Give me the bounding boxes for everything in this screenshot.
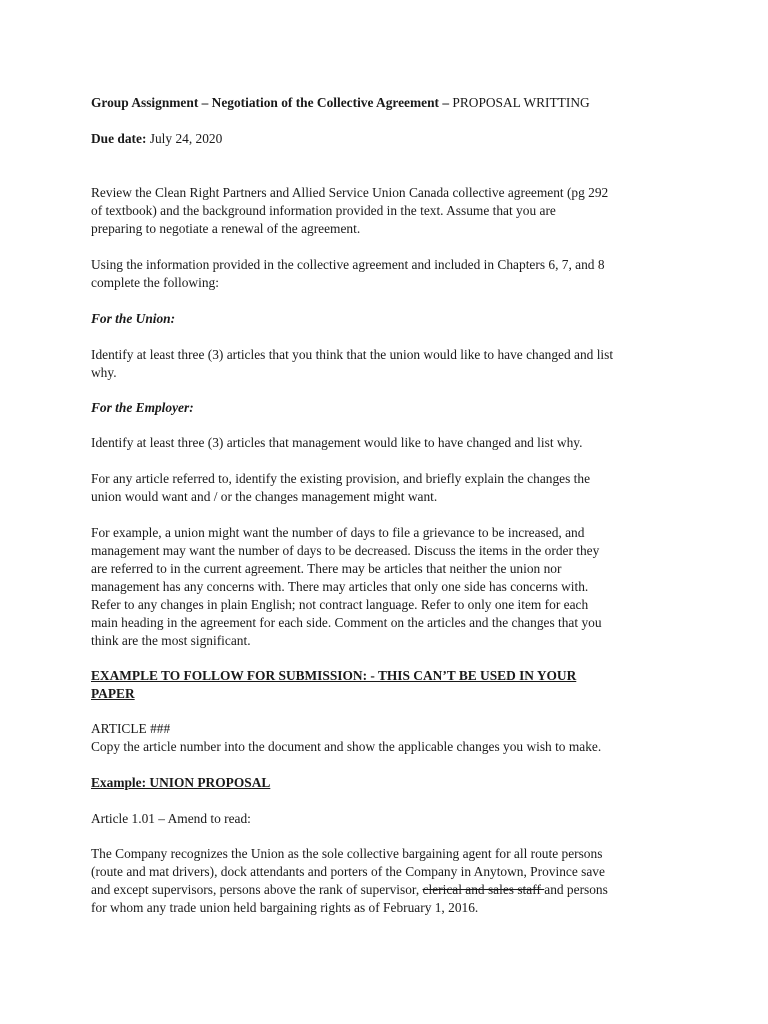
instructions-paragraph <box>91 256 691 292</box>
assignment-title <box>91 94 691 112</box>
submission-heading-line-1: EXAMPLE TO FOLLOW FOR SUBMISSION: - THIS CAN’T BE USED IN YOUR <box>91 668 577 683</box>
company-clause <box>91 845 691 917</box>
article-label: ARTICLE ### <box>91 721 171 736</box>
company-clause-line-3 <box>91 881 691 899</box>
due-date-label: Due date: <box>91 131 147 146</box>
example-heading: Example: UNION PROPOSAL <box>91 775 271 790</box>
employer-paragraph: Identify at least three (3) articles that management would like to have changed and list why. <box>91 435 583 450</box>
example-note-line-6: main heading in the agreement for each side. Comment on the articles and the changes that you <box>91 615 602 630</box>
example-note-line-3: are referred to in the current agreement. There may be articles that neither the union nor <box>91 561 562 576</box>
due-date-value: July 24, 2020 <box>146 131 223 146</box>
assignment-title-tail: PROPOSAL WRITTING <box>449 95 590 110</box>
clause-text-after: and persons <box>544 882 608 897</box>
article-note-line-1: For any article referred to, identify the existing provision, and briefly explain the changes the <box>91 471 591 486</box>
company-clause-line-2: (route and mat drivers), dock attendants and porters of the Company in Anytown, Province save <box>91 864 605 879</box>
instructions-line-1: Using the information provided in the collective agreement and included in Chapters 6, 7, and 8 <box>91 257 605 272</box>
submission-heading <box>91 667 691 703</box>
amend-line: Article 1.01 – Amend to read: <box>91 811 251 826</box>
assignment-title-lead: Group Assignment – Negotiation of the Collective Agreement – <box>91 95 450 110</box>
article-instruction: Copy the article number into the document and show the applicable changes you wish to make. <box>91 739 602 754</box>
article-note-line-2: union would want and / or the changes management might want. <box>91 489 438 504</box>
article-note-paragraph <box>91 470 691 506</box>
clause-text-before: and except supervisors, persons above the rank of supervisor, <box>91 882 423 897</box>
example-note-line-2: management may want the number of days to be decreased. Discuss the items in the order they <box>91 543 600 558</box>
union-heading: For the Union: <box>91 311 176 326</box>
union-line-1: Identify at least three (3) articles that you think that the union would like to have changed and list <box>91 347 614 362</box>
struck-text: clerical and sales staff <box>422 882 545 897</box>
submission-heading-line-2: PAPER <box>91 686 135 701</box>
instructions-line-2: complete the following: <box>91 275 219 290</box>
company-clause-line-4: for whom any trade union held bargaining rights as of February 1, 2016. <box>91 900 479 915</box>
employer-heading: For the Employer: <box>91 400 194 415</box>
example-note-line-5: Refer to any changes in plain English; not contract language. Refer to only one item for each <box>91 597 589 612</box>
example-note-line-4: management has any concerns with. There may articles that only one side has concerns with. <box>91 579 589 594</box>
union-line-2: why. <box>91 365 117 380</box>
article-block <box>91 720 691 756</box>
due-date <box>91 130 691 148</box>
example-note-paragraph <box>91 524 691 650</box>
intro-line-1: Review the Clean Right Partners and Allied Service Union Canada collective agreement (pg 292 <box>91 185 609 200</box>
intro-paragraph <box>91 184 691 238</box>
company-clause-line-1: The Company recognizes the Union as the sole collective bargaining agent for all route persons <box>91 846 603 861</box>
example-note-line-7: think are the most significant. <box>91 633 251 648</box>
example-note-line-1: For example, a union might want the number of days to file a grievance to be increased, and <box>91 525 585 540</box>
union-paragraph <box>91 346 691 382</box>
intro-line-2: of textbook) and the background information provided in the text. Assume that you are <box>91 203 556 218</box>
intro-line-3: preparing to negotiate a renewal of the agreement. <box>91 221 361 236</box>
